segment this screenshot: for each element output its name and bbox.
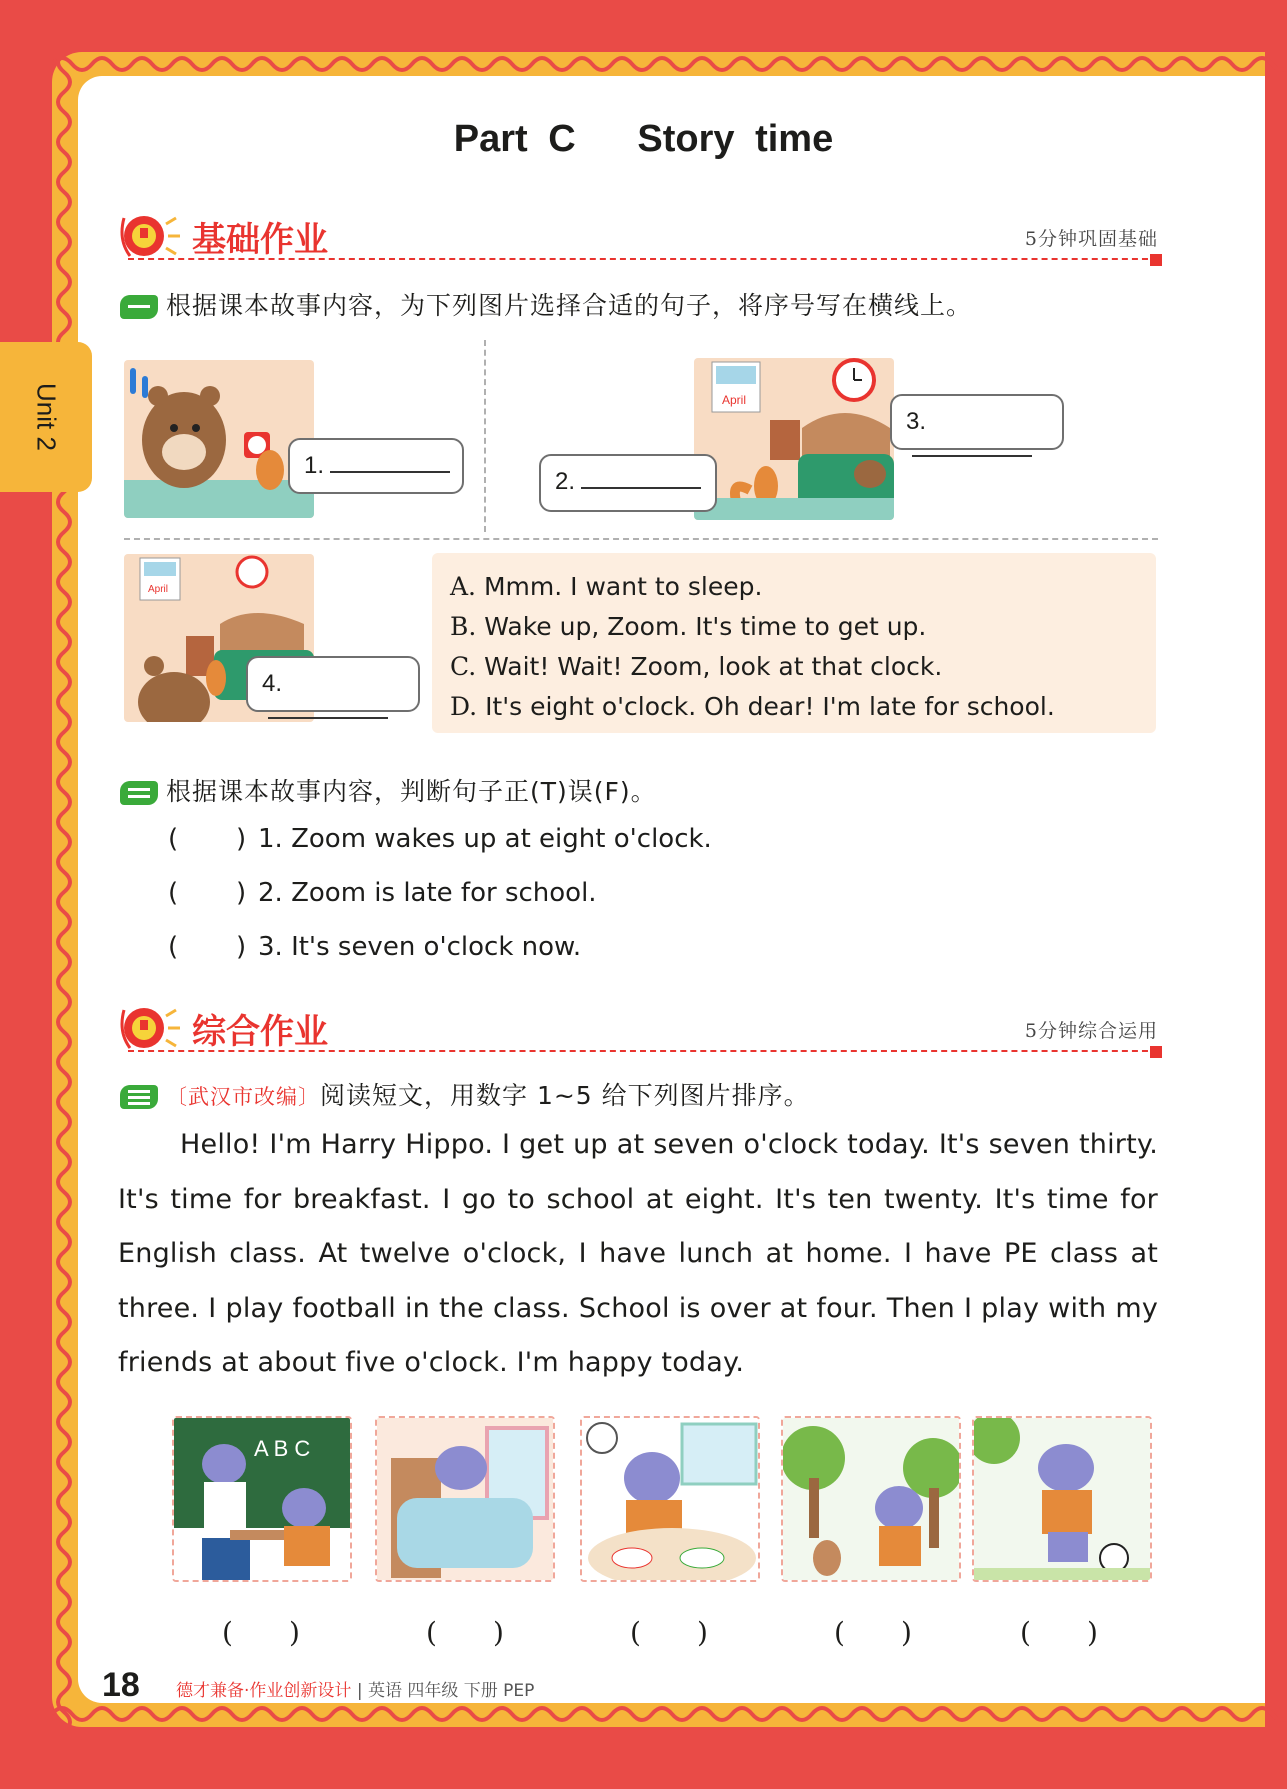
get-up-illustration [377, 1418, 555, 1582]
tf-answer-2[interactable]: ( ) [168, 878, 247, 908]
order-answer-1[interactable]: ( ) [222, 1616, 300, 1649]
picture-english-class [172, 1416, 352, 1582]
divider-end [1150, 1046, 1162, 1058]
footer-brand: 德才兼备·作业创新设计 [176, 1681, 352, 1701]
picture-football [972, 1416, 1152, 1582]
scene-1-illustration [124, 360, 314, 518]
section-basic-title: 基础作业 [192, 220, 328, 260]
tf-item-1: ( ) 1. Zoom wakes up at eight o'clock. [168, 824, 712, 854]
blank-bubble-3[interactable] [890, 394, 1064, 450]
blank-1-number: 1. [304, 452, 325, 479]
blank-4-line[interactable] [268, 699, 388, 719]
blank-3-number: 3. [906, 408, 927, 435]
option-b: B. Wake up, Zoom. It's time to get up. [450, 612, 927, 641]
q2-number-badge [120, 781, 158, 805]
unit-tab-label: Unit 2 [31, 383, 62, 451]
options-box [432, 553, 1156, 733]
option-a: A. Mmm. I want to sleep. [450, 572, 763, 601]
footer-info [176, 1676, 534, 1701]
divider [128, 1050, 1158, 1052]
tf-answer-1[interactable]: ( ) [168, 824, 247, 854]
tf-item-2: ( ) 2. Zoom is late for school. [168, 878, 597, 908]
wavy-border-bottom [52, 1700, 1287, 1728]
section-combined-subtitle: 5分钟综合运用 [1024, 1020, 1158, 1042]
option-c: C. Wait! Wait! Zoom, look at that clock. [450, 652, 943, 681]
alarm-bell-icon [118, 1002, 184, 1052]
reading-passage: Hello! I'm Harry Hippo. I get up at seven o'clock today. It's seven thirty. It's time for breakfast. I go to school at eight. It's ten twenty. It's time for English class. At twelve o'clock, I have lunch at home. I have PE class at three. I play football in the class. School is over at four. Then I play with my friends at about five o'clock. I'm happy today. [118, 1129, 1158, 1378]
order-answer-5[interactable]: ( ) [1020, 1616, 1098, 1649]
blank-1-line[interactable] [330, 453, 450, 473]
section-combined-header [118, 1002, 1158, 1052]
blackboard-text: A B C [254, 1436, 311, 1461]
q1-instruction: 根据课本故事内容，为下列图片选择合适的句子，将序号写在横线上。 [166, 291, 973, 320]
dotted-divider-vertical [484, 340, 486, 532]
blank-bubble-1[interactable] [288, 438, 464, 494]
q2-instruction-line [120, 772, 657, 808]
picture-play-with-friends [781, 1416, 961, 1582]
alarm-bell-icon [118, 210, 184, 260]
page-number: 18 [102, 1666, 140, 1704]
q3-source: 〔武汉市改编〕 [166, 1085, 320, 1109]
scene-1-bear-in-bed [124, 360, 314, 518]
calendar-text: April [722, 393, 747, 407]
footer-subject: 英语 [367, 1681, 402, 1701]
divider-end [1150, 254, 1162, 266]
q3-instruction: 阅读短文，用数字 1~5 给下列图片排序。 [320, 1081, 810, 1110]
section-basic-subtitle: 5分钟巩固基础 [1024, 228, 1158, 250]
q1-number-badge [120, 295, 158, 319]
wavy-border-left [50, 52, 78, 1728]
dotted-divider-horizontal [124, 538, 1158, 540]
order-answer-4[interactable]: ( ) [834, 1616, 912, 1649]
english-class-illustration [174, 1418, 352, 1582]
picture-get-up [375, 1416, 555, 1582]
blank-bubble-4[interactable] [246, 656, 420, 712]
page-title: Part C Story time [453, 118, 834, 160]
picture-breakfast [580, 1416, 760, 1582]
q1-instruction-line [120, 286, 972, 322]
football-illustration [974, 1418, 1152, 1582]
blank-2-number: 2. [555, 468, 576, 495]
q2-instruction: 根据课本故事内容，判断句子正(T)误(F)。 [166, 777, 657, 806]
order-answer-3[interactable]: ( ) [630, 1616, 708, 1649]
unit-tab [0, 342, 92, 492]
blank-4-number: 4. [262, 670, 283, 697]
scene-2-bedroom [694, 358, 894, 520]
order-answer-2[interactable]: ( ) [426, 1616, 504, 1649]
breakfast-illustration [582, 1418, 760, 1582]
footer-grade: 四年级 下册 PEP [407, 1681, 535, 1701]
q3-instruction-line [120, 1076, 810, 1112]
footer-separator: | [356, 1681, 363, 1701]
divider [128, 258, 1158, 260]
option-d: D. It's eight o'clock. Oh dear! I'm late for school. [450, 692, 1055, 721]
wavy-border-top [52, 50, 1287, 78]
tf-answer-3[interactable]: ( ) [168, 932, 247, 962]
blank-3-line[interactable] [912, 437, 1032, 457]
blank-2-line[interactable] [581, 469, 701, 489]
scene-2-illustration [694, 358, 894, 520]
play-with-friends-illustration [783, 1418, 961, 1582]
calendar-text-2: April [148, 584, 169, 595]
q3-number-badge [120, 1085, 158, 1109]
blank-bubble-2[interactable] [539, 454, 717, 512]
tf-item-3: ( ) 3. It's seven o'clock now. [168, 932, 582, 962]
section-combined-title: 综合作业 [192, 1012, 328, 1052]
section-basic-header [118, 210, 1158, 260]
